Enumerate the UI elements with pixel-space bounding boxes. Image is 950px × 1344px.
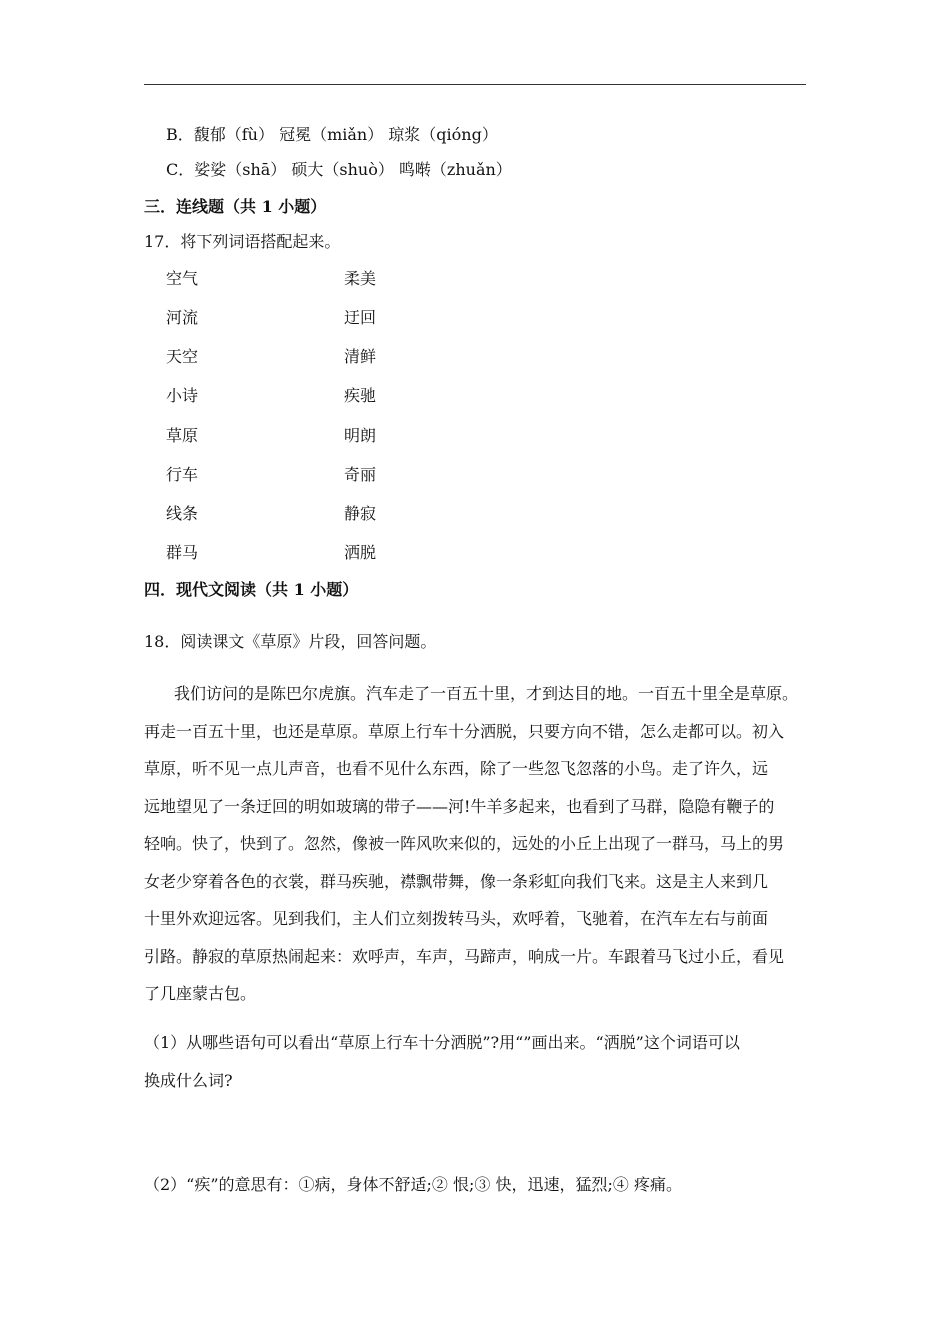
pair-right: 洒脱 <box>344 543 377 562</box>
pair-left: 河流 <box>166 308 199 327</box>
reading-passage <box>144 683 834 1021</box>
pair-right: 迂回 <box>344 308 377 327</box>
pair-right: 清鲜 <box>344 347 377 366</box>
passage-line: 十里外欢迎远客。见到我们，主人们立刻拨转马头，欢呼着，飞驰着，在汽车左右与前面 <box>144 909 769 928</box>
pair-left: 天空 <box>166 347 199 366</box>
passage-line: 了几座蒙古包。 <box>144 984 257 1003</box>
pair-right: 奇丽 <box>344 465 377 484</box>
question-18: 18．阅读课文《草原》片段，回答问题。 <box>144 632 437 651</box>
pair-left: 线条 <box>166 504 199 523</box>
sub-question-2: （2）“疾”的意思有：①病，身体不舒适;② 恨;③ 快，迅速，猛烈;④ 疼痛。 <box>144 1175 682 1194</box>
passage-line: 远地望见了一条迂回的明如玻璃的带子——河!牛羊多起来，也看到了马群，隐隐有鞭子的 <box>144 796 775 816</box>
passage-line: 再走一百五十里，也还是草原。草原上行车十分洒脱，只要方向不错，怎么走都可以。初入 <box>144 721 785 741</box>
header-rule <box>144 84 806 85</box>
pair-right: 静寂 <box>344 504 377 523</box>
pair-right: 疾驰 <box>344 386 377 405</box>
question-17: 17．将下列词语搭配起来。 <box>144 232 341 251</box>
section-heading-3: 三．连线题（共 1 小题） <box>144 197 327 216</box>
sub-question-1-cont: 换成什么词? <box>144 1071 233 1090</box>
option-b: B．馥郁（fù） 冠冕（miǎn） 琼浆（qióng） <box>166 125 498 144</box>
section-heading-4: 四．现代文阅读（共 1 小题） <box>144 580 359 599</box>
pair-left: 行车 <box>166 465 199 484</box>
pair-right: 柔美 <box>344 269 377 288</box>
passage-line: 我们访问的是陈巴尔虎旗。汽车走了一百五十里，才到达目的地。一百五十里全是草原。 <box>174 684 799 703</box>
pair-left: 草原 <box>166 426 199 445</box>
passage-line: 轻响。快了，快到了。忽然，像被一阵风吹来似的，远处的小丘上出现了一群马，马上的男 <box>144 834 785 853</box>
passage-line: 草原，听不见一点儿声音，也看不见什么东西，除了一些忽飞忽落的小鸟。走了许久，远 <box>144 759 769 778</box>
passage-line: 女老少穿着各色的衣裳，群马疾驰，襟飘带舞，像一条彩虹向我们飞来。这是主人来到几 <box>144 871 769 891</box>
pair-left: 空气 <box>166 269 199 288</box>
pair-left: 小诗 <box>166 386 199 405</box>
pair-right: 明朗 <box>344 426 377 445</box>
pair-left: 群马 <box>166 543 199 562</box>
passage-line: 引路。静寂的草原热闹起来：欢呼声，车声，马蹄声，响成一片。车跟着马飞过小丘，看见 <box>144 946 785 966</box>
sub-question-1: （1）从哪些语句可以看出“草原上行车十分洒脱”?用“”画出来。“洒脱”这个词语可以 <box>144 1033 740 1052</box>
option-c: C．娑娑（shā） 硕大（shuò） 鸣啭（zhuǎn） <box>166 160 512 179</box>
